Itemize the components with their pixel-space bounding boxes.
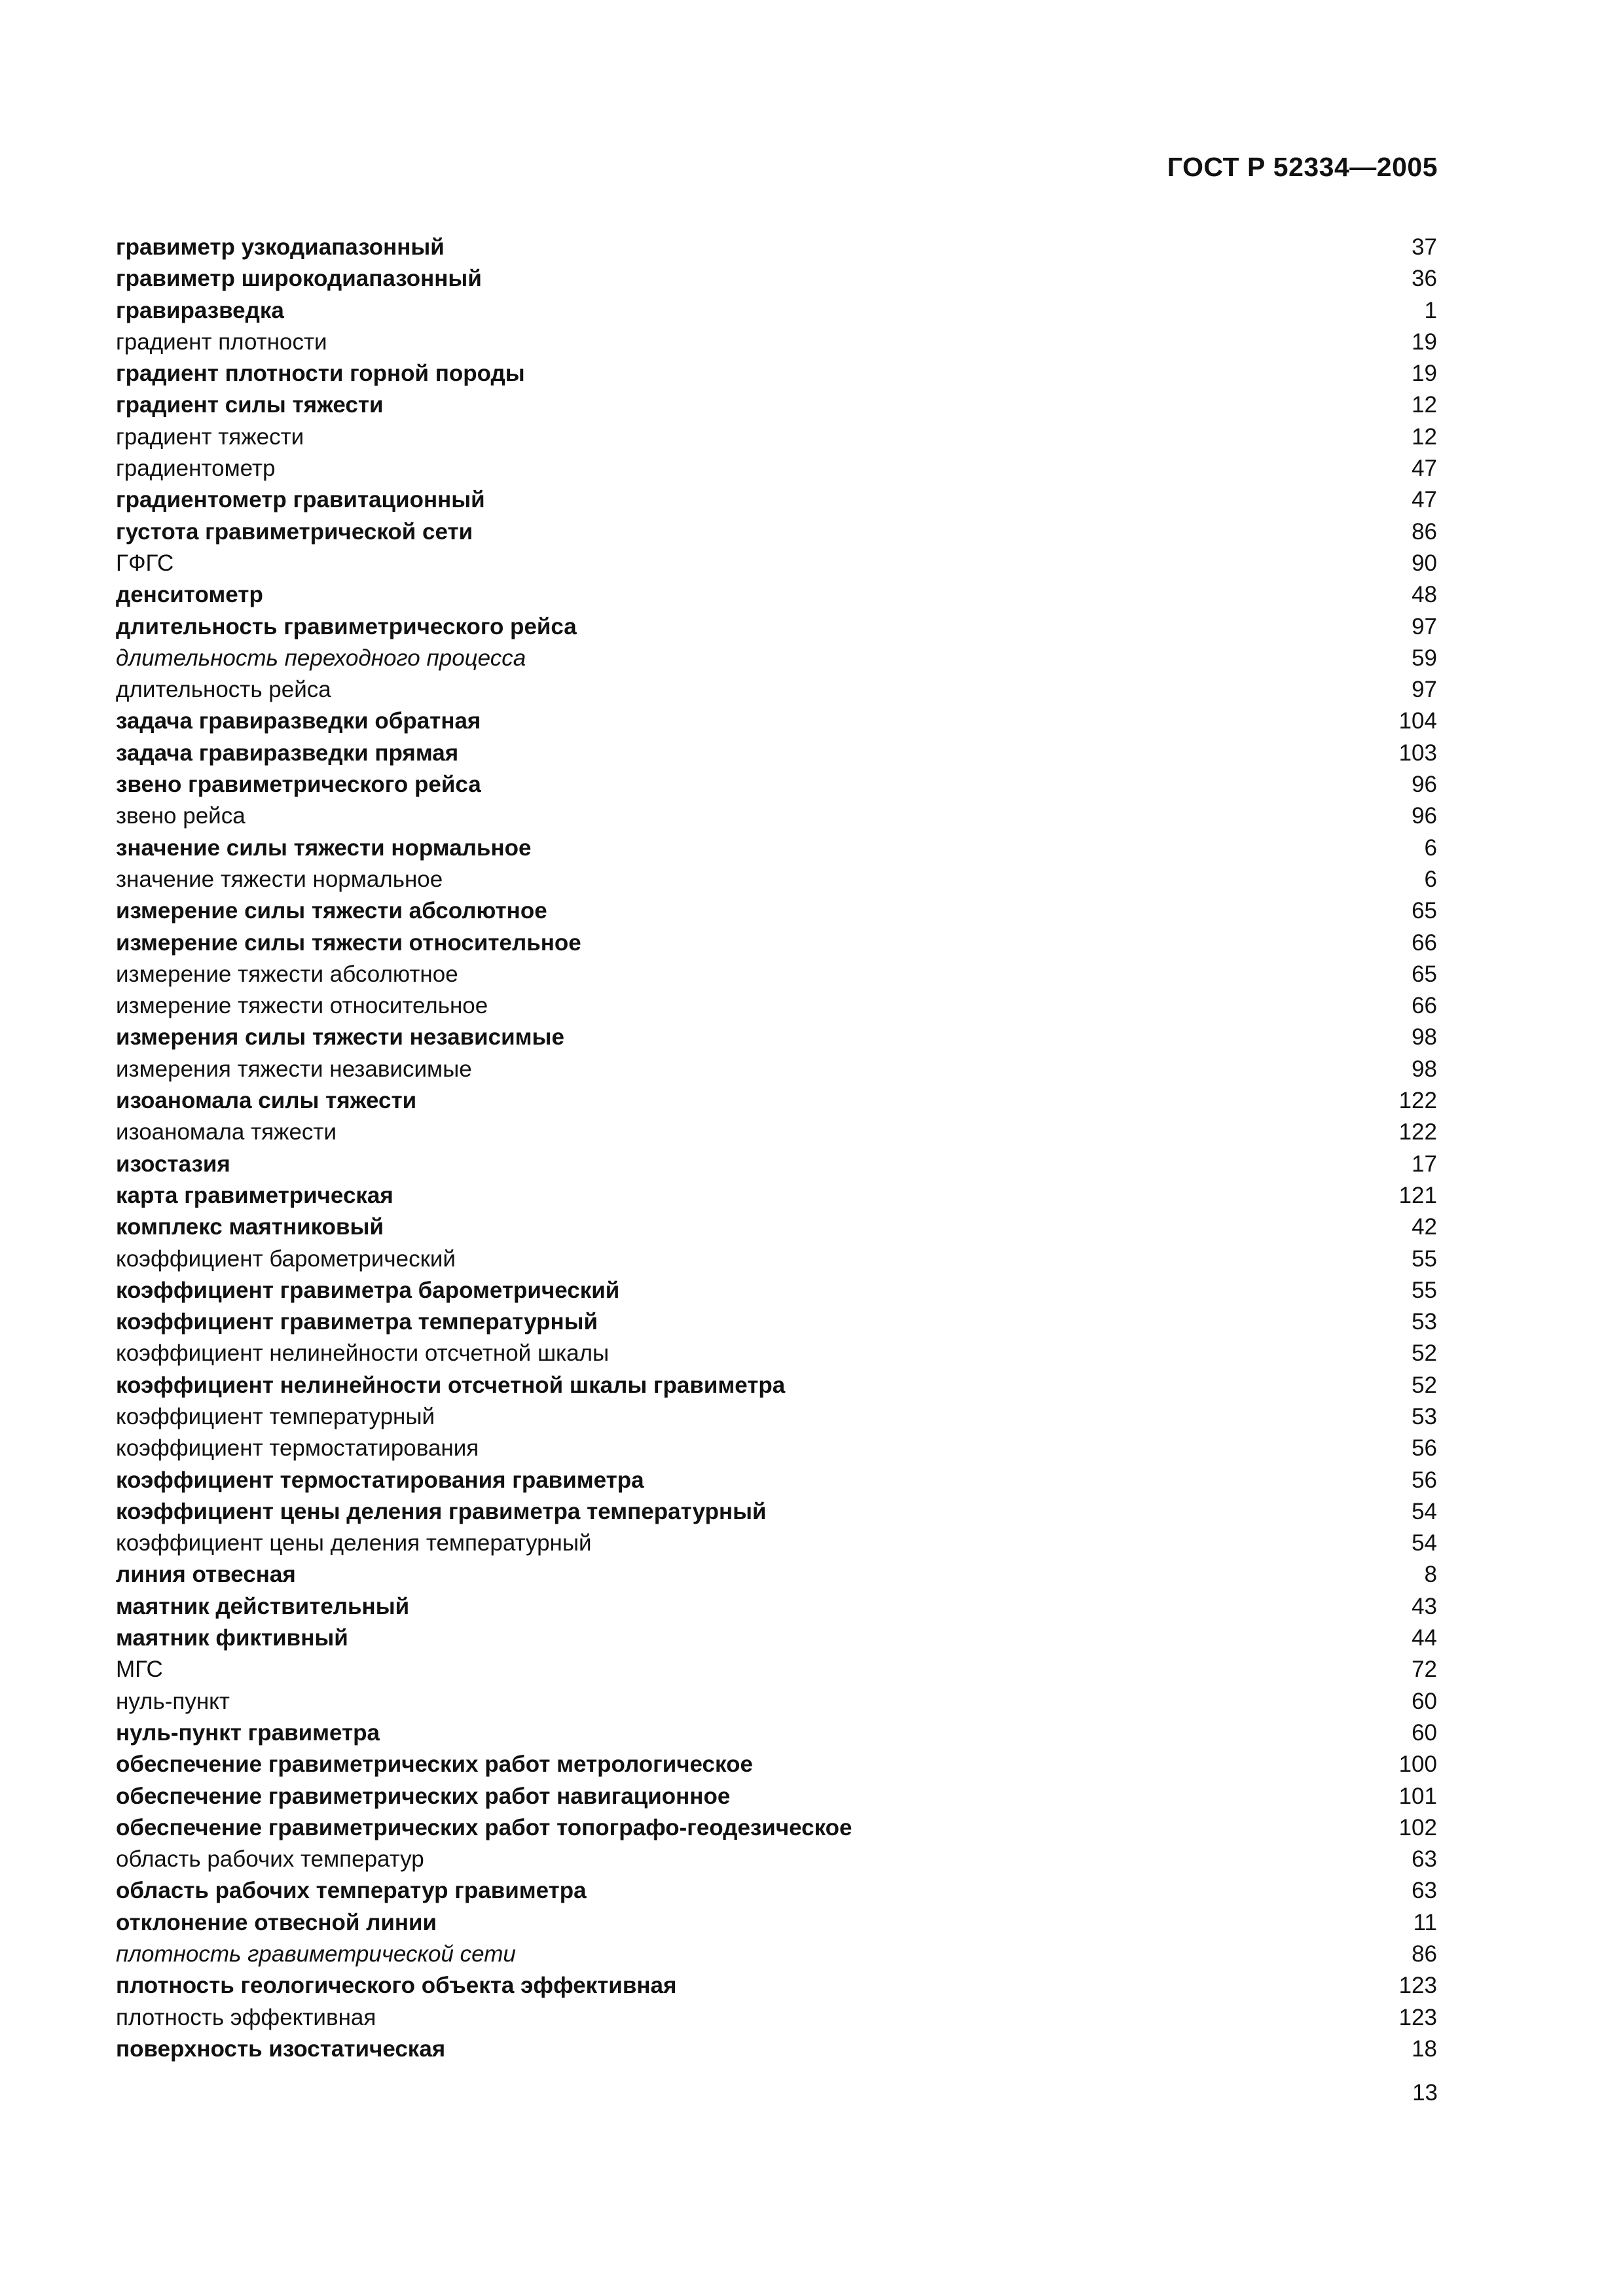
index-term: плотность гравиметрической сети bbox=[116, 1941, 516, 1967]
index-term-number: 56 bbox=[1412, 1435, 1437, 1462]
index-term: область рабочих температур bbox=[116, 1846, 424, 1873]
index-term: изостазия bbox=[116, 1151, 230, 1177]
index-term-number: 12 bbox=[1412, 392, 1437, 418]
index-term: коэффициент цены деления температурный bbox=[116, 1530, 592, 1556]
alphabetical-index bbox=[116, 232, 1437, 2065]
index-term: коэффициент барометрический bbox=[116, 1246, 456, 1272]
index-term-number: 6 bbox=[1424, 834, 1437, 861]
index-entry bbox=[116, 1623, 1437, 1654]
index-term: обеспечение гравиметрических работ метрологическое bbox=[116, 1751, 753, 1778]
index-entry bbox=[116, 453, 1437, 484]
index-term-number: 43 bbox=[1412, 1593, 1437, 1619]
index-entry bbox=[116, 1875, 1437, 1907]
index-term: коэффициент цены деления гравиметра температурный bbox=[116, 1498, 767, 1524]
index-entry bbox=[116, 484, 1437, 516]
index-entry bbox=[116, 1211, 1437, 1243]
index-term: маятник фиктивный bbox=[116, 1625, 348, 1651]
index-term-number: 101 bbox=[1398, 1783, 1437, 1809]
index-entry bbox=[116, 1401, 1437, 1433]
index-entry bbox=[116, 579, 1437, 611]
document-header: ГОСТ Р 52334—2005 bbox=[1167, 152, 1438, 182]
index-entry bbox=[116, 1907, 1437, 1939]
index-entry bbox=[116, 1528, 1437, 1559]
index-entry bbox=[116, 864, 1437, 895]
index-term: поверхность изостатическая bbox=[116, 2036, 446, 2062]
index-term-number: 123 bbox=[1398, 2004, 1437, 2030]
index-term: отклонение отвесной линии bbox=[116, 1909, 437, 1935]
index-term-number: 98 bbox=[1412, 1024, 1437, 1050]
index-entry bbox=[116, 800, 1437, 832]
index-entry bbox=[116, 1812, 1437, 1844]
index-term: коэффициент нелинейности отсчетной шкалы bbox=[116, 1340, 610, 1367]
index-entry bbox=[116, 643, 1437, 674]
index-term-number: 17 bbox=[1412, 1151, 1437, 1177]
index-entry bbox=[116, 263, 1437, 295]
index-term: гравиразведка bbox=[116, 297, 284, 323]
index-term-number: 59 bbox=[1412, 645, 1437, 671]
index-entry bbox=[116, 1022, 1437, 1053]
index-entry bbox=[116, 2002, 1437, 2034]
index-term-number: 72 bbox=[1412, 1657, 1437, 1683]
index-term-number: 19 bbox=[1412, 361, 1437, 387]
index-term-number: 122 bbox=[1398, 1088, 1437, 1114]
index-term-number: 97 bbox=[1412, 613, 1437, 639]
index-entry bbox=[116, 1306, 1437, 1338]
index-entry bbox=[116, 548, 1437, 579]
index-term-number: 36 bbox=[1412, 266, 1437, 292]
index-term-number: 96 bbox=[1412, 772, 1437, 798]
index-term: длительность рейса bbox=[116, 677, 331, 703]
index-entry bbox=[116, 738, 1437, 769]
index-term: коэффициент гравиметра температурный bbox=[116, 1309, 598, 1335]
index-term-number: 37 bbox=[1412, 234, 1437, 260]
index-term-number: 19 bbox=[1412, 329, 1437, 355]
index-term: коэффициент гравиметра барометрический bbox=[116, 1277, 620, 1303]
index-term: коэффициент нелинейности отсчетной шкалы гравиметра bbox=[116, 1372, 786, 1398]
index-term-number: 122 bbox=[1398, 1119, 1437, 1145]
index-entry bbox=[116, 1117, 1437, 1148]
index-term: денситометр bbox=[116, 582, 263, 608]
index-term-number: 53 bbox=[1412, 1309, 1437, 1335]
index-entry bbox=[116, 1370, 1437, 1401]
index-term-number: 18 bbox=[1412, 2036, 1437, 2062]
index-term-number: 54 bbox=[1412, 1498, 1437, 1524]
index-term-number: 56 bbox=[1412, 1467, 1437, 1493]
index-term-number: 12 bbox=[1412, 423, 1437, 450]
index-term-number: 53 bbox=[1412, 1403, 1437, 1429]
index-term-number: 121 bbox=[1398, 1182, 1437, 1208]
index-entry bbox=[116, 2034, 1437, 2065]
index-term-number: 86 bbox=[1412, 518, 1437, 545]
index-term: изоаномала тяжести bbox=[116, 1119, 337, 1145]
index-term-number: 103 bbox=[1398, 740, 1437, 766]
index-entry bbox=[116, 295, 1437, 327]
index-term: измерение силы тяжести относительное bbox=[116, 929, 581, 956]
index-term: градиент силы тяжести bbox=[116, 392, 384, 418]
index-term: изоаномала силы тяжести bbox=[116, 1088, 417, 1114]
index-entry bbox=[116, 1244, 1437, 1275]
index-term-number: 55 bbox=[1412, 1246, 1437, 1272]
index-term: длительность переходного процесса bbox=[116, 645, 526, 671]
index-entry bbox=[116, 1591, 1437, 1623]
index-term-number: 11 bbox=[1413, 1909, 1437, 1935]
index-term: звено гравиметрического рейса bbox=[116, 772, 481, 798]
index-term-number: 60 bbox=[1412, 1688, 1437, 1714]
index-entry bbox=[116, 389, 1437, 421]
index-term-number: 42 bbox=[1412, 1214, 1437, 1240]
index-entry bbox=[116, 1496, 1437, 1528]
index-term-number: 65 bbox=[1412, 961, 1437, 987]
index-entry bbox=[116, 1180, 1437, 1211]
index-term: ГФГС bbox=[116, 550, 174, 576]
index-term-number: 63 bbox=[1412, 1846, 1437, 1873]
index-entry bbox=[116, 232, 1437, 263]
index-term: измерение силы тяжести абсолютное bbox=[116, 898, 547, 924]
index-term: линия отвесная bbox=[116, 1562, 296, 1588]
index-term-number: 8 bbox=[1424, 1562, 1437, 1588]
index-entry bbox=[116, 959, 1437, 990]
index-term: область рабочих температур гравиметра bbox=[116, 1878, 587, 1904]
index-term-number: 60 bbox=[1412, 1719, 1437, 1746]
page-number: 13 bbox=[1412, 2080, 1438, 2106]
index-term-number: 47 bbox=[1412, 487, 1437, 513]
index-entry bbox=[116, 1686, 1437, 1717]
index-entry bbox=[116, 1433, 1437, 1464]
index-term: карта гравиметрическая bbox=[116, 1182, 393, 1208]
index-term-number: 52 bbox=[1412, 1372, 1437, 1398]
index-term-number: 104 bbox=[1398, 708, 1437, 734]
index-term: задача гравиразведки прямая bbox=[116, 740, 459, 766]
index-term-number: 100 bbox=[1398, 1751, 1437, 1778]
index-term: задача гравиразведки обратная bbox=[116, 708, 481, 734]
index-term: нуль-пункт гравиметра bbox=[116, 1719, 380, 1746]
index-entry bbox=[116, 516, 1437, 548]
index-entry bbox=[116, 1749, 1437, 1780]
index-term-number: 66 bbox=[1412, 993, 1437, 1019]
index-term: измерения тяжести независимые bbox=[116, 1056, 472, 1082]
index-term: гравиметр узкодиапазонный bbox=[116, 234, 445, 260]
index-term: градиент тяжести bbox=[116, 423, 304, 450]
index-term: коэффициент температурный bbox=[116, 1403, 435, 1429]
index-term: градиентометр гравитационный bbox=[116, 487, 485, 513]
index-term-number: 47 bbox=[1412, 456, 1437, 482]
index-entry bbox=[116, 1338, 1437, 1369]
index-entry bbox=[116, 358, 1437, 389]
index-term: градиент плотности горной породы bbox=[116, 361, 525, 387]
index-term-number: 6 bbox=[1424, 866, 1437, 892]
index-entry bbox=[116, 674, 1437, 706]
index-term-number: 66 bbox=[1412, 929, 1437, 956]
index-term: обеспечение гравиметрических работ навигационное bbox=[116, 1783, 731, 1809]
index-entry bbox=[116, 611, 1437, 643]
index-entry bbox=[116, 1781, 1437, 1812]
index-term: измерение тяжести относительное bbox=[116, 993, 488, 1019]
index-entry bbox=[116, 927, 1437, 959]
index-term-number: 102 bbox=[1398, 1814, 1437, 1840]
index-term-number: 97 bbox=[1412, 677, 1437, 703]
index-entry bbox=[116, 1970, 1437, 2001]
index-term-number: 98 bbox=[1412, 1056, 1437, 1082]
index-term: звено рейса bbox=[116, 803, 246, 829]
index-term-number: 1 bbox=[1424, 297, 1437, 323]
index-entry bbox=[116, 1275, 1437, 1306]
index-entry bbox=[116, 1085, 1437, 1117]
index-entry bbox=[116, 1654, 1437, 1685]
index-term-number: 96 bbox=[1412, 803, 1437, 829]
index-entry bbox=[116, 1054, 1437, 1085]
index-term-number: 65 bbox=[1412, 898, 1437, 924]
index-term-number: 123 bbox=[1398, 1973, 1437, 1999]
index-entry bbox=[116, 327, 1437, 358]
index-entry bbox=[116, 990, 1437, 1022]
index-entry bbox=[116, 706, 1437, 737]
index-term: нуль-пункт bbox=[116, 1688, 230, 1714]
index-term: значение силы тяжести нормальное bbox=[116, 834, 532, 861]
index-term-number: 54 bbox=[1412, 1530, 1437, 1556]
index-term: значение тяжести нормальное bbox=[116, 866, 443, 892]
index-term: густота гравиметрической сети bbox=[116, 518, 473, 545]
index-term: коэффициент термостатирования гравиметра bbox=[116, 1467, 644, 1493]
index-term: плотность эффективная bbox=[116, 2004, 376, 2030]
index-term-number: 55 bbox=[1412, 1277, 1437, 1303]
index-term: обеспечение гравиметрических работ топографо-геодезическое bbox=[116, 1814, 852, 1840]
index-entry bbox=[116, 769, 1437, 800]
index-term-number: 86 bbox=[1412, 1941, 1437, 1967]
index-term-number: 52 bbox=[1412, 1340, 1437, 1367]
index-entry bbox=[116, 1465, 1437, 1496]
index-term: измерение тяжести абсолютное bbox=[116, 961, 458, 987]
index-entry bbox=[116, 1844, 1437, 1875]
index-term: комплекс маятниковый bbox=[116, 1214, 384, 1240]
index-entry bbox=[116, 1717, 1437, 1749]
index-term: коэффициент термостатирования bbox=[116, 1435, 479, 1462]
index-term: градиентометр bbox=[116, 456, 276, 482]
index-entry bbox=[116, 1939, 1437, 1970]
index-entry bbox=[116, 833, 1437, 864]
index-term: МГС bbox=[116, 1657, 163, 1683]
index-term: маятник действительный bbox=[116, 1593, 410, 1619]
index-entry bbox=[116, 422, 1437, 453]
index-term-number: 63 bbox=[1412, 1878, 1437, 1904]
index-term: измерения силы тяжести независимые bbox=[116, 1024, 564, 1050]
index-term-number: 44 bbox=[1412, 1625, 1437, 1651]
index-term: плотность геологического объекта эффективная bbox=[116, 1973, 677, 1999]
index-entry bbox=[116, 895, 1437, 927]
index-term-number: 48 bbox=[1412, 582, 1437, 608]
index-term: гравиметр широкодиапазонный bbox=[116, 266, 482, 292]
index-term-number: 90 bbox=[1412, 550, 1437, 576]
index-entry bbox=[116, 1149, 1437, 1180]
index-entry bbox=[116, 1559, 1437, 1590]
index-term: градиент плотности bbox=[116, 329, 327, 355]
index-term: длительность гравиметрического рейса bbox=[116, 613, 577, 639]
